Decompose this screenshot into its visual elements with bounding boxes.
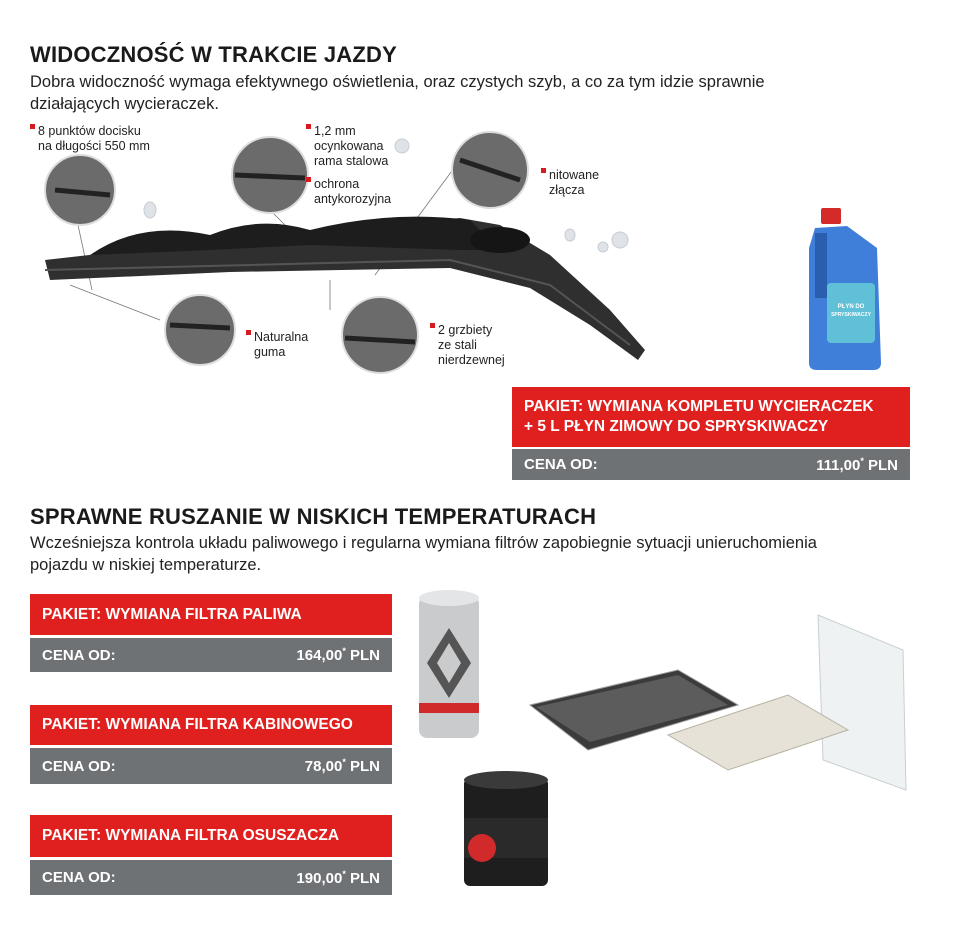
section-title-visibility: WIDOCZNOŚĆ W TRAKCIE JAZDY: [30, 42, 397, 67]
package-fuel-filter-title: [30, 594, 392, 635]
package-cabin-filter-title: [30, 705, 392, 745]
price-label: CENA OD:: [42, 646, 116, 664]
jug-label: PŁYN DO: [837, 304, 865, 310]
annotation-text: nierdzewnej: [438, 353, 505, 367]
bullet-icon: [306, 124, 311, 129]
price-label: CENA OD:: [524, 456, 598, 473]
bullet-icon: [430, 323, 435, 328]
package-title-line: + 5 L PŁYN ZIMOWY DO SPRYSKIWACZY: [524, 418, 829, 435]
price-value: 78,00* PLN: [304, 757, 380, 775]
package-title-line: PAKIET: WYMIANA KOMPLETU WYCIERACZEK: [524, 398, 874, 415]
package-wipers-price: [512, 449, 910, 480]
package-title-line: PAKIET: WYMIANA FILTRA KABINOWEGO: [42, 716, 353, 733]
package-cabin-filter-price: [30, 748, 392, 784]
annotation-text: nitowane: [549, 168, 600, 182]
annotation-text: rama stalowa: [314, 154, 389, 168]
jug-label: SPRYSKIWACZY: [831, 312, 871, 318]
bullet-icon: [306, 177, 311, 182]
annotation-text: 8 punktów docisku: [38, 124, 141, 138]
fuel-filter-image: [416, 588, 482, 744]
bullet-icon: [246, 330, 251, 335]
bullet-icon: [30, 124, 35, 129]
annotation-text: antykorozyjna: [314, 192, 392, 206]
bullet-icon: [541, 168, 546, 173]
price-label: CENA OD:: [42, 757, 116, 775]
annotation-text: 1,2 mm: [314, 124, 356, 138]
package-title-line: PAKIET: WYMIANA FILTRA OSUSZACZA: [42, 827, 340, 844]
annotation-natural-rubber: [246, 330, 308, 360]
annotation-text: na długości 550 mm: [38, 139, 150, 153]
annotation-text: Naturalna: [254, 330, 309, 344]
package-dryer-filter-title: [30, 815, 392, 857]
annotation-anticorrosion: [306, 177, 391, 207]
price-value: 190,00* PLN: [296, 868, 380, 887]
package-title-line: PAKIET: WYMIANA FILTRA PALIWA: [42, 605, 302, 623]
annotation-text: ocynkowana: [314, 139, 384, 153]
package-dryer-filter-price: [30, 860, 392, 895]
section-description-line: działających wycieraczek.: [30, 95, 219, 113]
price-value: 164,00* PLN: [296, 646, 380, 664]
annotation-riveted-joints: [541, 168, 599, 198]
section-description-line: Wcześniejsza kontrola układu paliwowego i regularna wymiana filtrów zapobiegnie sytuacji unieruchomienia: [30, 534, 817, 552]
section-title-cold-start: SPRAWNE RUSZANIE W NISKICH TEMPERATURACH: [30, 504, 597, 529]
annotation-text: 2 grzbiety: [438, 323, 493, 337]
washer-fluid-jug-image: [805, 208, 885, 373]
section-description-line: Dobra widoczność wymaga efektywnego oświetlenia, oraz czystych szyb, a co za tym idzie sprawnie: [30, 73, 765, 91]
annotation-text: ze stali: [438, 338, 477, 352]
cabin-filters-image: [528, 610, 908, 795]
annotation-pressure-points: [30, 124, 150, 154]
price-value: 111,00* PLN: [816, 455, 898, 474]
package-wipers-title: [512, 387, 910, 447]
price-label: CENA OD:: [42, 869, 116, 886]
annotation-steel-frame: [306, 124, 388, 169]
section-description-line: pojazdu w niskiej temperaturze.: [30, 556, 262, 574]
annotation-text: guma: [254, 345, 286, 359]
annotation-text: złącza: [549, 183, 585, 197]
annotation-steel-ridges: [430, 323, 505, 368]
package-fuel-filter-price: [30, 638, 392, 672]
annotation-text: ochrona: [314, 177, 360, 191]
